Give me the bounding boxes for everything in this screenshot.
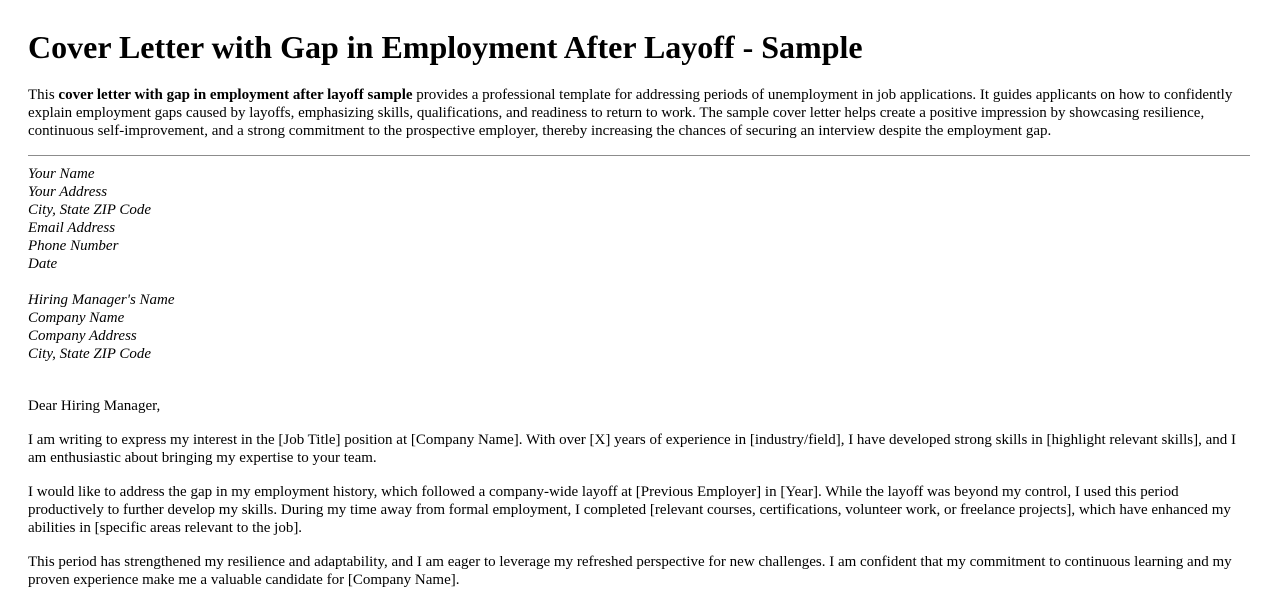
sender-email: Email Address	[28, 220, 116, 236]
page-title: Cover Letter with Gap in Employment After Layoff - Sample	[28, 29, 863, 65]
recipient-name: Hiring Manager's Name	[28, 292, 175, 308]
intro-bold-phrase: cover letter with gap in employment after layoff sample	[58, 87, 413, 103]
sender-block	[28, 165, 1250, 273]
sender-city: City, State ZIP Code	[28, 202, 152, 218]
sender-phone: Phone Number	[28, 238, 119, 254]
letter-paragraph: I would like to address the gap in my employment history, which followed a company-wide layoff at [Previous Employer] in [Year]. While the layoff was beyond my control, I used this period productively to further develop my skills. During my time away from formal employment, I completed [relevant courses, certifications, volunteer work, or freelance projects], which have enhanced my abilities in [specific areas relevant to the job].	[28, 484, 1231, 536]
intro-paragraph	[28, 86, 1250, 140]
letter-paragraph: I am writing to express my interest in the [Job Title] position at [Company Name]. With over [X] years of experience in [industry/field], I have developed strong skills in [highlight relevant skills], and I am enthusiastic about bringing my expertise to your team.	[28, 432, 1237, 466]
divider	[28, 155, 1250, 156]
recipient-block	[28, 291, 1250, 363]
letter-paragraph: This period has strengthened my resilience and adaptability, and I am eager to leverage my refreshed perspective for new challenges. I am confident that my commitment to continuous learning and my proven experience make me a valuable candidate for [Company Name].	[28, 554, 1232, 588]
sender-name: Your Name	[28, 166, 95, 182]
recipient-city: City, State ZIP Code	[28, 346, 152, 362]
intro-rest: provides a professional template for addressing periods of unemployment in job applications. It guides applicants on how to confidently explain employment gaps caused by layoffs, emphasizing skills, qualifications, and readiness to return to work. The sample cover letter helps create a positive impression by showcasing resilience, continuous self-improvement, and a strong commitment to the prospective employer, thereby increasing the chances of securing an interview despite the employment gap.	[28, 87, 1233, 139]
recipient-address: Company Address	[28, 328, 137, 344]
sender-date: Date	[28, 256, 58, 272]
sender-address: Your Address	[28, 184, 108, 200]
salutation: Dear Hiring Manager,	[28, 398, 161, 414]
recipient-company: Company Name	[28, 310, 125, 326]
intro-prefix: This	[28, 87, 59, 103]
